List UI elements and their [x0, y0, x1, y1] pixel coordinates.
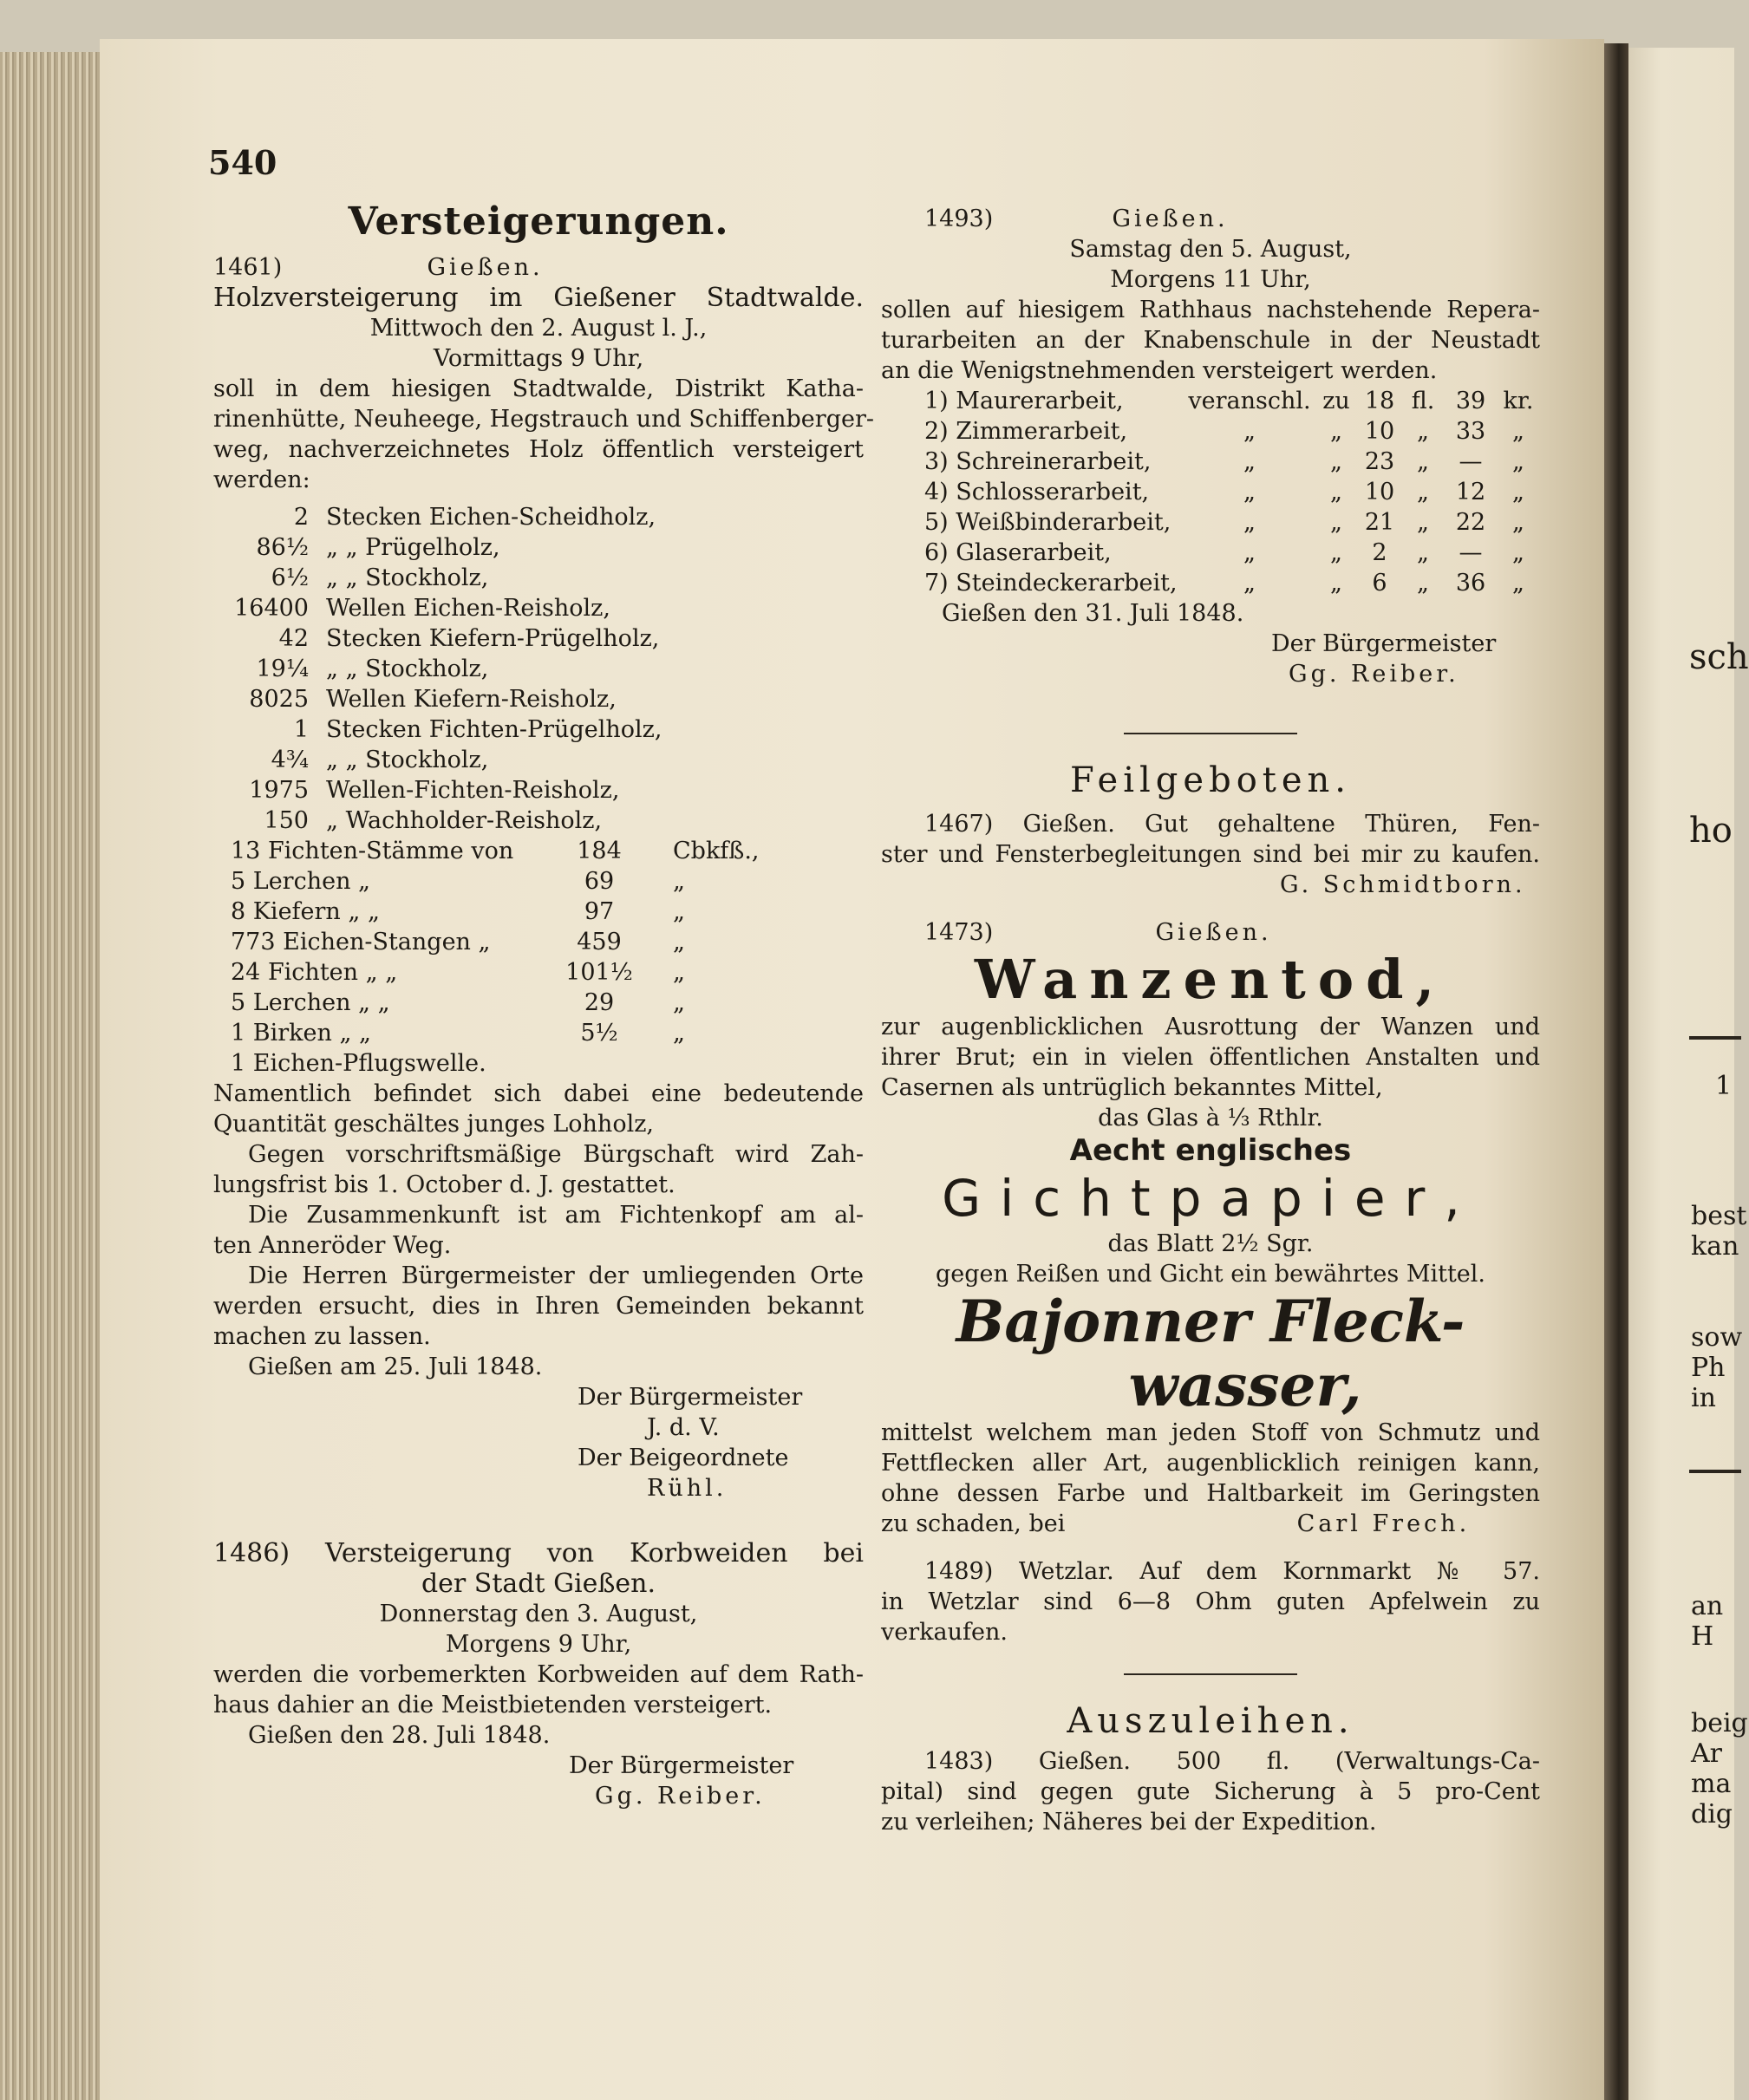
work-cell-a: 10 — [1364, 418, 1395, 445]
work-cell-z: „ — [1330, 570, 1342, 597]
sig-line: Gg. Reiber. — [1289, 661, 1459, 688]
tree-unit: „ — [673, 1020, 685, 1047]
notice-dateline: Gießen am 25. Juli 1848. — [248, 1353, 543, 1380]
wood-type: Stecken Eichen-Scheidholz, — [326, 504, 656, 531]
wood-quantity: 16400 — [234, 595, 309, 622]
work-cell-k: „ — [1512, 448, 1524, 475]
notice-id: 1493) — [924, 205, 994, 232]
wood-item — [213, 684, 864, 714]
facing-fragment: H — [1691, 1621, 1714, 1652]
sig-line: G. Schmidtborn. — [1280, 871, 1526, 898]
wood-item — [213, 775, 864, 805]
tree-volume: 459 — [577, 929, 622, 955]
text-line: 1489) Wetzlar. Auf dem Kornmarkt № 57. — [924, 1558, 1540, 1585]
divider-rule — [1124, 1673, 1297, 1675]
work-cell-b: 39 — [1455, 388, 1486, 414]
price-line: das Blatt 2½ Sgr. — [1107, 1230, 1314, 1257]
heading-auszuleihen: Auszuleihen. — [1067, 1701, 1354, 1741]
tree-volume: 29 — [584, 989, 615, 1016]
work-cell-b: 22 — [1455, 509, 1486, 536]
wood-item — [213, 502, 864, 532]
work-row — [924, 416, 1540, 447]
work-cell-a: 21 — [1364, 509, 1395, 536]
text-line: ster und Fensterbegleitungen sind bei mir zu kaufen. — [881, 841, 1540, 868]
work-cell-v: „ — [1243, 570, 1256, 597]
work-cell-n: 2) Zimmerarbeit, — [924, 418, 1128, 445]
text-line: Casernen als untrüglich bekanntes Mittel, — [881, 1074, 1383, 1101]
work-row — [924, 568, 1540, 598]
work-cell-n: 5) Weißbinderarbeit, — [924, 509, 1171, 536]
work-cell-v: „ — [1243, 418, 1256, 445]
work-cell-u: „ — [1417, 570, 1429, 597]
work-cell-b: 36 — [1455, 570, 1486, 597]
work-cell-n: 6) Glaserarbeit, — [924, 539, 1112, 566]
wood-type: „ „ Stockholz, — [326, 655, 489, 682]
text-line: sollen auf hiesigem Rathhaus nachstehende Repera- — [881, 297, 1540, 323]
tree-volume: 101½ — [565, 959, 633, 986]
work-cell-a: 23 — [1364, 448, 1395, 475]
text-line: gegen Reißen und Gicht ein bewährtes Mittel. — [935, 1261, 1485, 1288]
tree-unit: „ — [673, 868, 685, 895]
tree-item — [213, 988, 864, 1018]
wood-quantity: 1 — [293, 716, 309, 743]
work-cell-z: „ — [1330, 539, 1342, 566]
work-row — [924, 447, 1540, 477]
work-table — [881, 386, 1540, 598]
work-cell-u: fl. — [1411, 388, 1435, 414]
work-row — [924, 507, 1540, 538]
facing-fragment: beig — [1691, 1708, 1748, 1738]
notice-1489 — [881, 1556, 1540, 1647]
work-cell-k: „ — [1512, 570, 1524, 597]
tree-unit: „ — [673, 898, 685, 925]
text-line: 1467) Gießen. Gut gehaltene Thüren, Fen- — [924, 811, 1540, 838]
tree-unit: „ — [673, 989, 685, 1016]
facing-fragment: ma — [1691, 1769, 1732, 1799]
tree-item — [213, 866, 864, 897]
facing-fragment: 1 — [1715, 1071, 1733, 1101]
headline-wanzentod: Wanzentod, — [974, 948, 1447, 1011]
facing-rule — [1689, 1036, 1741, 1040]
wood-quantity: 6½ — [271, 564, 309, 591]
tree-desc: 5 Lerchen „ — [231, 868, 371, 895]
facing-fragment: sow — [1691, 1322, 1743, 1353]
text-line: zu schaden, bei — [881, 1510, 1066, 1537]
sig-line: Rühl. — [647, 1475, 728, 1502]
wood-quantity: 42 — [278, 625, 309, 652]
notice-1486 — [213, 1538, 864, 1811]
work-cell-z: zu — [1322, 388, 1350, 414]
tree-desc: 8 Kiefern „ „ — [231, 898, 380, 925]
text-line: verkaufen. — [881, 1619, 1008, 1646]
wood-type: Wellen Eichen-Reisholz, — [326, 595, 610, 622]
text-line: werden die vorbemerkten Korbweiden auf dem Rath- — [213, 1661, 864, 1688]
text-line: werden ersucht, dies in Ihren Gemeinden bekannt — [213, 1293, 864, 1320]
text-line: pital) sind gegen gute Sicherung à 5 pro-Cent — [881, 1778, 1540, 1805]
wood-type: Wellen-Fichten-Reisholz, — [326, 777, 620, 804]
work-cell-z: „ — [1330, 479, 1342, 505]
wood-type: „ „ Prügelholz, — [326, 534, 500, 561]
text-line: 1483) Gießen. 500 fl. (Verwaltungs-Ca- — [924, 1748, 1540, 1775]
text-line: Quantität geschältes junges Lohholz, — [213, 1111, 655, 1138]
work-cell-u: „ — [1417, 448, 1429, 475]
text-line: haus dahier an die Meistbietenden versteigert. — [213, 1692, 773, 1718]
work-cell-a: 10 — [1364, 479, 1395, 505]
work-cell-v: veranschl. — [1188, 388, 1311, 414]
facing-fragment: ho — [1689, 811, 1733, 851]
tree-volume: 69 — [584, 868, 615, 895]
work-cell-n: 1) Maurerarbeit, — [924, 388, 1124, 414]
work-cell-v: „ — [1243, 448, 1256, 475]
page-number: 540 — [208, 143, 277, 182]
work-cell-k: „ — [1512, 509, 1524, 536]
notice-title: 1486) Versteigerung von Korbweiden bei — [213, 1538, 864, 1568]
wood-type: „ „ Stockholz, — [326, 564, 489, 591]
work-cell-v: „ — [1243, 509, 1256, 536]
tree-item — [213, 957, 864, 988]
sig-line: Der Beigeordnete — [578, 1445, 789, 1471]
divider-rule — [1124, 733, 1297, 734]
wood-item — [213, 654, 864, 684]
sig-line: Der Bürgermeister — [578, 1384, 803, 1411]
facing-fragment: dig — [1691, 1799, 1733, 1829]
wood-list — [213, 502, 864, 836]
text-line: mittelst welchem man jeden Stoff von Schmutz und — [881, 1419, 1540, 1446]
tree-volume — [551, 1048, 647, 1079]
facing-fragment: Ar — [1691, 1738, 1723, 1769]
book-gutter — [1604, 43, 1628, 2100]
work-cell-z: „ — [1330, 448, 1342, 475]
work-cell-u: „ — [1417, 509, 1429, 536]
wood-quantity: 19¼ — [256, 655, 309, 682]
facing-fragment: an — [1691, 1591, 1724, 1621]
wood-item — [213, 623, 864, 654]
tree-unit: „ — [673, 929, 685, 955]
notice-dateline: Gießen den 31. Juli 1848. — [942, 600, 1244, 627]
facing-page — [1628, 48, 1749, 2100]
tree-item — [213, 1048, 864, 1079]
sig-line: Der Bürgermeister — [569, 1752, 794, 1779]
headline-fleckwasser: wasser, — [1128, 1352, 1362, 1419]
wood-type: „ Wachholder-Reisholz, — [326, 807, 603, 834]
tree-item — [213, 897, 864, 927]
work-cell-b: — — [1459, 539, 1483, 566]
work-cell-b: — — [1459, 448, 1483, 475]
text-line: an die Wenigstnehmenden versteigert werden. — [881, 357, 1438, 384]
text-line: werden: — [213, 466, 310, 493]
wood-type: Stecken Kiefern-Prügelholz, — [326, 625, 660, 652]
work-cell-u: „ — [1417, 479, 1429, 505]
text-line: weg, nachverzeichnetes Holz öffentlich versteigert — [213, 436, 864, 463]
work-cell-k: kr. — [1503, 388, 1534, 414]
facing-fragment: Ph — [1691, 1353, 1726, 1383]
tree-unit: Cbkfß., — [673, 838, 760, 864]
notice-dateline: Gießen den 28. Juli 1848. — [248, 1722, 551, 1749]
facing-fragment: best — [1691, 1201, 1747, 1231]
tree-desc: 1 Eichen-Pflugswelle. — [231, 1050, 486, 1077]
notice-title: Holzversteigerung im Gießener Stadtwalde. — [213, 283, 864, 313]
notice-time: Morgens 11 Uhr, — [1110, 266, 1311, 293]
text-line: turarbeiten an der Knabenschule in der Neustadt — [881, 327, 1540, 354]
tree-item — [213, 836, 864, 866]
tree-unit — [647, 1048, 673, 1079]
notice-date: Mittwoch den 2. August l. J., — [369, 315, 708, 342]
tree-volume: 5½ — [580, 1020, 618, 1047]
wood-quantity: 1975 — [249, 777, 309, 804]
notice-intro — [213, 374, 874, 495]
notice-place: Gießen. — [427, 254, 544, 281]
notice-time: Vormittags 9 Uhr, — [433, 345, 644, 372]
text-line: rinenhütte, Neuheege, Hegstrauch und Schiffenberger- — [213, 406, 874, 433]
notice-date: Samstag den 5. August, — [1069, 236, 1352, 263]
work-cell-n: 7) Steindeckerarbeit, — [924, 570, 1178, 597]
text-line: Fettflecken aller Art, augenblicklich reinigen kann, — [881, 1450, 1540, 1477]
facing-fragment: kan — [1691, 1231, 1739, 1262]
sig-line: Gg. Reiber. — [595, 1783, 766, 1810]
wood-item — [213, 805, 864, 836]
left-column — [213, 199, 874, 1811]
tree-item — [213, 1018, 864, 1048]
wood-item — [213, 593, 864, 623]
headline-aecht: Aecht englisches — [1069, 1133, 1352, 1168]
tree-desc: 5 Lerchen „ „ — [231, 989, 390, 1016]
tree-desc: 13 Fichten-Stämme von — [231, 838, 514, 864]
work-row — [924, 477, 1540, 507]
work-cell-b: 12 — [1455, 479, 1486, 505]
notice-id: 1461) — [213, 254, 283, 281]
sig-line: Carl Frech. — [1296, 1510, 1471, 1537]
sig-line: J. d. V. — [647, 1414, 720, 1441]
heading-versteigerungen: Versteigerungen. — [348, 199, 729, 244]
notice-time: Morgens 9 Uhr, — [445, 1631, 632, 1658]
wood-quantity: 8025 — [249, 686, 309, 713]
heading-feilgeboten: Feilgeboten. — [1069, 760, 1351, 800]
text-line: Gegen vorschriftsmäßige Bürgschaft wird Zah- — [248, 1141, 864, 1168]
facing-fragment: sch — [1689, 637, 1749, 677]
headline-gichtpapier: Gichtpapier, — [942, 1169, 1479, 1228]
headline-bajonner: Bajonner Fleck- — [956, 1288, 1465, 1355]
text-line: Namentlich befindet sich dabei eine bedeutende — [213, 1080, 864, 1107]
notice-id: 1473) — [924, 919, 994, 946]
work-cell-u: „ — [1417, 539, 1429, 566]
facing-fragment: in — [1691, 1383, 1716, 1413]
notice-1461 — [213, 252, 874, 1503]
text-line: zur augenblicklichen Ausrottung der Wanzen und — [881, 1014, 1540, 1040]
tree-desc: 773 Eichen-Stangen „ — [231, 929, 491, 955]
work-cell-a: 2 — [1372, 539, 1387, 566]
sig-line: Der Bürgermeister — [1271, 630, 1497, 657]
notice-1483 — [881, 1746, 1540, 1837]
wood-quantity: 2 — [293, 504, 309, 531]
text-line: in Wetzlar sind 6—8 Ohm guten Apfelwein zu — [881, 1588, 1540, 1615]
notice-title-2: der Stadt Gießen. — [421, 1568, 656, 1599]
notice-date: Donnerstag den 3. August, — [379, 1601, 698, 1627]
text-line: zu verleihen; Näheres bei der Expedition. — [881, 1809, 1377, 1836]
right-column — [881, 204, 1540, 1837]
tree-volume: 184 — [577, 838, 622, 864]
notice-body — [213, 1079, 864, 1352]
wood-type: „ „ Stockholz, — [326, 747, 489, 773]
work-row — [924, 538, 1540, 568]
text-line: ihrer Brut; ein in vielen öffentlichen Anstalten und — [881, 1044, 1540, 1071]
wood-quantity: 86½ — [256, 534, 309, 561]
work-cell-z: „ — [1330, 418, 1342, 445]
tree-volume: 97 — [584, 898, 615, 925]
work-cell-k: „ — [1512, 479, 1524, 505]
wood-item — [213, 532, 864, 563]
work-cell-k: „ — [1512, 418, 1524, 445]
text-line: machen zu lassen. — [213, 1323, 431, 1350]
wood-item — [213, 714, 864, 745]
text-line: lungsfrist bis 1. October d. J. gestattet. — [213, 1171, 675, 1198]
wood-type: Wellen Kiefern-Reisholz, — [326, 686, 617, 713]
wood-item — [213, 563, 864, 593]
work-cell-b: 33 — [1455, 418, 1486, 445]
work-cell-k: „ — [1512, 539, 1524, 566]
tree-desc: 1 Birken „ „ — [231, 1020, 372, 1047]
tree-unit: „ — [673, 959, 685, 986]
notice-1467 — [881, 809, 1540, 900]
text-line: ten Anneröder Weg. — [213, 1232, 452, 1259]
text-line: soll in dem hiesigen Stadtwalde, Distrikt Katha- — [213, 375, 864, 402]
wood-type: Stecken Fichten-Prügelholz, — [326, 716, 662, 743]
notice-place: Gießen. — [1112, 205, 1229, 232]
work-cell-v: „ — [1243, 479, 1256, 505]
work-cell-z: „ — [1330, 509, 1342, 536]
text-line: ohne dessen Farbe und Haltbarkeit im Geringsten — [881, 1480, 1540, 1507]
tree-item — [213, 927, 864, 957]
wood-quantity: 150 — [264, 807, 309, 834]
notice-signature — [213, 1382, 864, 1503]
book-page-edges — [0, 52, 108, 2100]
notice-1473 — [881, 917, 1540, 1539]
work-cell-u: „ — [1417, 418, 1429, 445]
work-cell-v: „ — [1243, 539, 1256, 566]
notice-place: Gießen. — [1155, 919, 1272, 946]
work-cell-a: 6 — [1372, 570, 1387, 597]
work-cell-a: 18 — [1364, 388, 1395, 414]
price-line: das Glas à ⅓ Rthlr. — [1098, 1105, 1323, 1132]
facing-rule — [1689, 1470, 1741, 1473]
work-cell-n: 3) Schreinerarbeit, — [924, 448, 1152, 475]
work-cell-n: 4) Schlosserarbeit, — [924, 479, 1150, 505]
tree-desc: 24 Fichten „ „ — [231, 959, 398, 986]
text-line: Die Zusammenkunft ist am Fichtenkopf am al- — [248, 1202, 864, 1229]
work-row — [924, 386, 1540, 416]
wood-quantity: 4¾ — [271, 747, 309, 773]
text-line: Die Herren Bürgermeister der umliegenden Orte — [248, 1262, 864, 1289]
tree-list — [213, 836, 864, 1079]
notice-1493 — [881, 204, 1540, 689]
wood-item — [213, 745, 864, 775]
